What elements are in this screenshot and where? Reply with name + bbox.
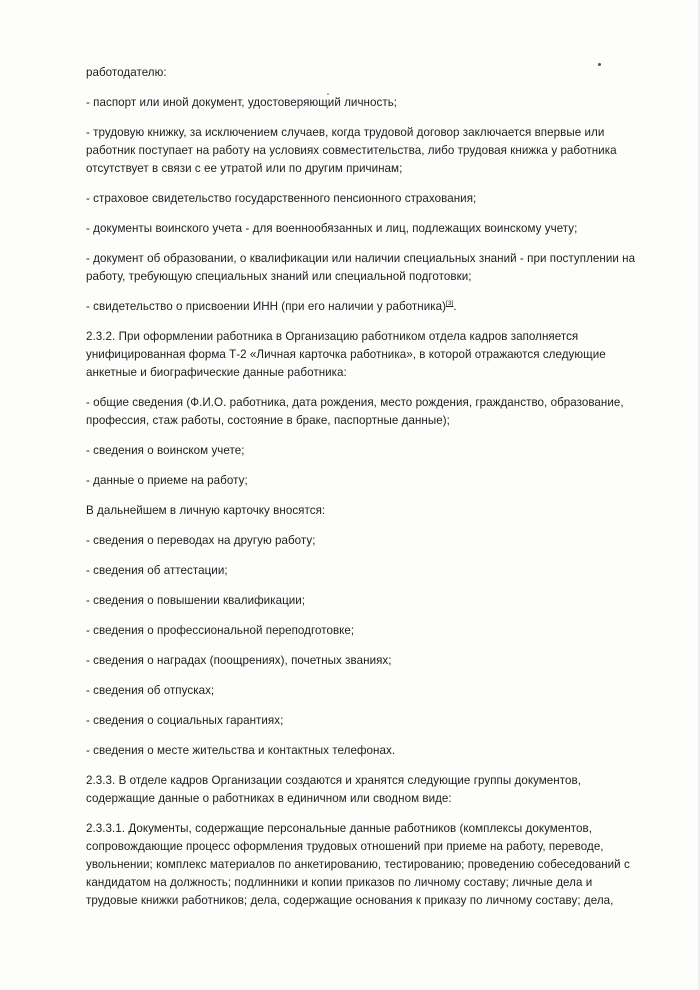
- inn-suffix: .: [453, 300, 457, 313]
- list-item-attestation: - сведения об аттестации;: [86, 564, 228, 577]
- list-item-passport: - паспорт или иной документ, удостоверяющий личность;: [86, 96, 398, 109]
- list-item-military-documents: - документы воинского учета - для военнообязанных и лиц, подлежащих воинскому учету;: [86, 222, 578, 235]
- list-item-social-guarantees: - сведения о социальных гарантиях;: [86, 714, 284, 727]
- list-item-inn-certificate: [86, 298, 646, 316]
- scan-speck-small: [327, 93, 329, 95]
- paragraph-intro: работодателю:: [86, 66, 167, 79]
- list-item-vacations: - сведения об отпусках;: [86, 684, 215, 697]
- list-item-hiring-data: - данные о приеме на работу;: [86, 474, 248, 487]
- scan-speck: [598, 63, 601, 66]
- list-item-retraining: - сведения о профессиональной переподготовке;: [86, 624, 355, 637]
- list-item-qualification: - сведения о повышении квалификации;: [86, 594, 306, 607]
- footnote-link[interactable]: [3]: [446, 300, 454, 307]
- list-item-insurance-certificate: - страховое свидетельство государственного пенсионного страхования;: [86, 192, 477, 205]
- inn-text: - свидетельство о присвоении ИНН (при его наличии у работника): [86, 300, 447, 313]
- list-item-military-record: - сведения о воинском учете;: [86, 444, 245, 457]
- paragraph-2-3-3: 2.3.3. В отделе кадров Организации создаются и хранятся следующие группы документов, содержащие данные о работниках в единичном или сводном виде:: [86, 774, 581, 805]
- paragraph-2-3-3-1: 2.3.3.1. Документы, содержащие персональные данные работников (комплексы документов, сопровождающие процесс оформления трудовых отношений при приеме на работу, переводе, увольнении; комплекс материалов по анкетированию, тестированию; проведению собеседований с кандидатом на должность; подлинники и копии приказов по личному составу; личные дела и трудовые книжки работников; дела, содержащие основания к приказу по личному составу; дела,: [86, 822, 630, 907]
- list-item-transfers: - сведения о переводах на другую работу;: [86, 534, 316, 547]
- list-item-general-info: - общие сведения (Ф.И.О. работника, дата рождения, место рождения, гражданство, образование, профессия, стаж работы, состояние в браке, паспортные данные);: [86, 396, 624, 427]
- list-item-residence-contacts: - сведения о месте жительства и контактных телефонах.: [86, 744, 396, 757]
- paragraph-2-3-2: 2.3.2. При оформлении работника в Организацию работником отдела кадров заполняется унифицированная форма Т-2 «Личная карточка работника», в которой отражаются следующие анкетные и биографические данные работника:: [86, 330, 606, 379]
- paragraph-later-entries: В дальнейшем в личную карточку вносятся:: [86, 504, 326, 517]
- document-body: [86, 64, 646, 922]
- list-item-work-book: - трудовую книжку, за исключением случаев, когда трудовой договор заключается впервые или работник поступает на работу на условиях совместительства, либо трудовая книжка у работника отсутствует в связи с ее утратой или по другим причинам;: [86, 126, 617, 175]
- list-item-education-document: - документ об образовании, о квалификации или наличии специальных знаний - при поступлении на работу, требующую специальных знаний или специальной подготовки;: [86, 252, 636, 283]
- list-item-awards: - сведения о наградах (поощрениях), почетных званиях;: [86, 654, 392, 667]
